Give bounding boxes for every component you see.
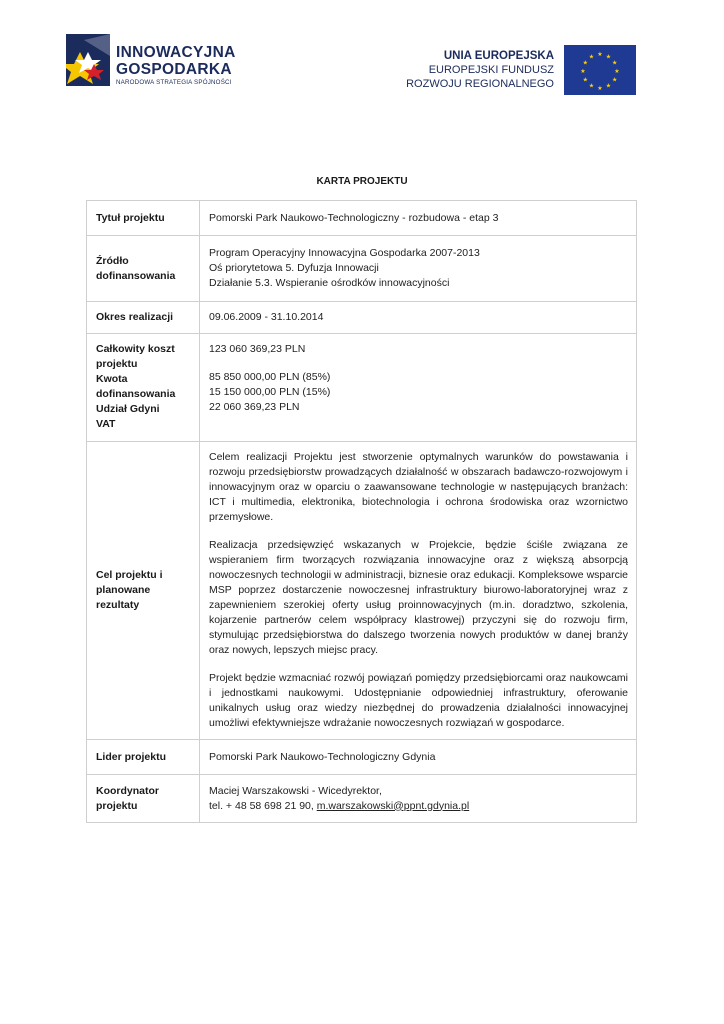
value-source (200, 236, 637, 302)
value-period: 09.06.2009 - 31.10.2014 (200, 302, 637, 334)
svg-text:★: ★ (605, 82, 612, 90)
value-leader: Pomorski Park Naukowo-Technologiczny Gdynia (200, 740, 637, 775)
label-coordinator: Koordynator projektu (87, 775, 200, 823)
document-title: KARTA PROJEKTU (316, 176, 408, 187)
source-line-measure: Działanie 5.3. Wspieranie ośrodków innowacyjności (209, 277, 450, 289)
label-vat: VAT (96, 418, 116, 430)
svg-text:★: ★ (597, 51, 603, 58)
eu-logo-line1: UNIA EUROPEJSKA (443, 50, 554, 62)
value-funding: 85 850 000,00 PLN (85%) (209, 371, 331, 383)
coordinator-email-link[interactable]: m.warszakowski@ppnt.gdynia.pl (316, 799, 470, 812)
row-coordinator (87, 775, 637, 823)
svg-text:★: ★ (612, 59, 618, 67)
svg-text:★: ★ (580, 68, 586, 75)
source-line-program: Program Operacyjny Innowacyjna Gospodarka 2007-2013 (209, 247, 480, 259)
value-gdynia-share: 15 150 000,00 PLN (15%) (209, 386, 331, 398)
value-vat: 22 060 369,23 PLN (209, 401, 300, 413)
ig-logo-line2: GOSPODARKA (116, 61, 232, 78)
value-coordinator (200, 775, 637, 823)
svg-text:★: ★ (605, 53, 612, 61)
ig-logo-line3: NARODOWA STRATEGIA SPÓJNOŚCI (116, 79, 232, 86)
row-leader (87, 740, 637, 775)
coordinator-phone: tel. + 48 58 698 21 90, (209, 799, 317, 812)
svg-text:★: ★ (597, 85, 603, 92)
value-costs (200, 334, 637, 442)
eu-logo-line3: ROZWOJU REGIONALNEGO (406, 78, 554, 90)
project-card-table (86, 200, 637, 823)
innowacyjna-gospodarka-logo (66, 34, 266, 92)
eu-logo-line2: EUROPEJSKI FUNDUSZ (428, 64, 554, 76)
label-source: Źródło dofinansowania (87, 236, 200, 302)
row-source (87, 236, 637, 302)
eu-flag-icon (564, 45, 636, 95)
value-title: Pomorski Park Naukowo-Technologiczny - rozbudowa - etap 3 (200, 201, 637, 236)
source-line-axis: Oś priorytetowa 5. Dyfuzja Innowacji (209, 262, 379, 274)
svg-text:★: ★ (614, 68, 620, 75)
svg-text:★: ★ (612, 76, 618, 84)
svg-text:★: ★ (588, 82, 595, 90)
label-total-cost: Całkowity koszt projektu (96, 343, 175, 370)
value-goal (200, 442, 637, 740)
document-header (0, 0, 724, 110)
row-title (87, 201, 637, 236)
eu-logo-text (406, 49, 554, 91)
coordinator-name: Maciej Warszakowski - Wicedyrektor, (209, 784, 382, 797)
goal-paragraph-1: Celem realizacji Projektu jest stworzenie optymalnych warunków do powstawania i rozwoju przedsiębiorstw prowadzących działalność w obszarach badawczo-rozwojowym i innowacyjnym oraz w oparciu o zaawansowane technologie w następujących branżach: ICT i multimedia, elektronika, biotechnologia i ochrona środowiska oraz wzornictwo przemysłowe. (209, 451, 628, 523)
svg-text:★: ★ (588, 53, 595, 61)
coordinator-contact (209, 799, 628, 814)
label-funding: Kwota dofinansowania (96, 373, 176, 400)
goal-paragraph-2: Realizacja przedsięwzięć wskazanych w Projekcie, będzie ściśle związana ze wspieraniem firm tworzących rozwiązania innowacyjne oraz z większą absorpcją nowoczesnych technologii w administracji, biznesie oraz edukacji. Kompleksowe wsparcie MSP poprzez dostarczenie nowoczesnej infrastruktury biurowo-laboratoryjnej wraz z zapewnieniem szerokiej oferty usług proinnowacyjnych (m.in. doradztwo, szkolenia, kojarzenie partnerów celem współpracy klastrowej) przyczyni się do rozwoju firm, stymulując przedsiębiorstwa do dalszego tworzenia nowych produktów w danej branży oraz nowych, lepszych miejsc pracy. (209, 539, 628, 656)
eu-logo (400, 41, 636, 101)
label-costs (87, 334, 200, 442)
ig-emblem-icon (66, 34, 114, 92)
row-period (87, 302, 637, 334)
label-goal: Cel projektu i planowane rezultaty (87, 442, 200, 740)
svg-text:★: ★ (582, 76, 588, 84)
label-title: Tytuł projektu (87, 201, 200, 236)
row-goal (87, 442, 637, 740)
label-gdynia-share: Udział Gdyni (96, 403, 160, 415)
svg-text:★: ★ (582, 59, 588, 67)
label-period: Okres realizacji (87, 302, 200, 334)
goal-paragraph-3: Projekt będzie wzmacniać rozwój powiązań pomiędzy przedsiębiorcami oraz naukowcami i jednostkami naukowymi. Udostępnianie odpowiedniej infrastruktury, oferowanie unikalnych usług oraz wiedzy niezbędnej do prowadzenia działalności innowacyjnej umożliwi efektywniejsze wdrażanie nowoczesnych rozwiązań w gospodarce. (209, 672, 628, 729)
value-total-cost: 123 060 369,23 PLN (209, 343, 306, 355)
row-costs (87, 334, 637, 442)
ig-logo-line1: INNOWACYJNA (116, 44, 236, 61)
label-leader: Lider projektu (87, 740, 200, 775)
